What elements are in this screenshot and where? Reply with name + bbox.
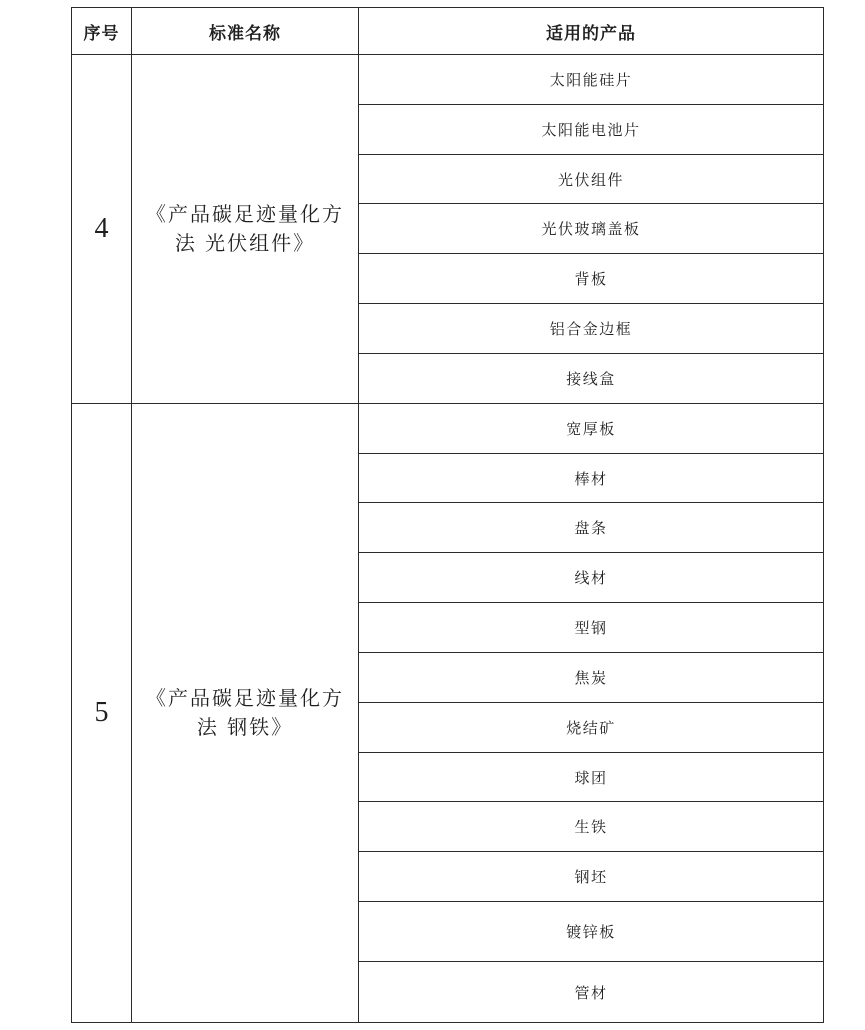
standard-name-cell: 《产品碳足迹量化方法 钢铁》 — [132, 403, 359, 1022]
table-row — [72, 55, 824, 105]
standards-table — [71, 7, 824, 1023]
product-cell: 光伏组件 — [359, 154, 824, 204]
product-cell: 铝合金边框 — [359, 304, 824, 354]
product-cell: 球团 — [359, 752, 824, 802]
product-cell: 光伏玻璃盖板 — [359, 204, 824, 254]
serial-number-cell: 5 — [72, 403, 132, 1022]
header-row — [72, 8, 824, 55]
product-cell: 烧结矿 — [359, 702, 824, 752]
product-cell: 背板 — [359, 254, 824, 304]
product-cell: 线材 — [359, 553, 824, 603]
table-row — [72, 403, 824, 453]
product-cell: 镀锌板 — [359, 902, 824, 962]
product-cell: 焦炭 — [359, 652, 824, 702]
product-cell: 接线盒 — [359, 353, 824, 403]
header-serial-number: 序号 — [72, 8, 132, 55]
standard-name-cell: 《产品碳足迹量化方法 光伏组件》 — [132, 55, 359, 404]
product-cell: 管材 — [359, 962, 824, 1023]
product-cell: 太阳能硅片 — [359, 55, 824, 105]
product-cell: 宽厚板 — [359, 403, 824, 453]
product-cell: 型钢 — [359, 603, 824, 653]
header-standard-name: 标准名称 — [132, 8, 359, 55]
product-cell: 棒材 — [359, 453, 824, 503]
product-cell: 钢坯 — [359, 852, 824, 902]
product-cell: 盘条 — [359, 503, 824, 553]
header-applicable-products: 适用的产品 — [359, 8, 824, 55]
product-cell: 太阳能电池片 — [359, 104, 824, 154]
product-cell: 生铁 — [359, 802, 824, 852]
serial-number-cell: 4 — [72, 55, 132, 404]
